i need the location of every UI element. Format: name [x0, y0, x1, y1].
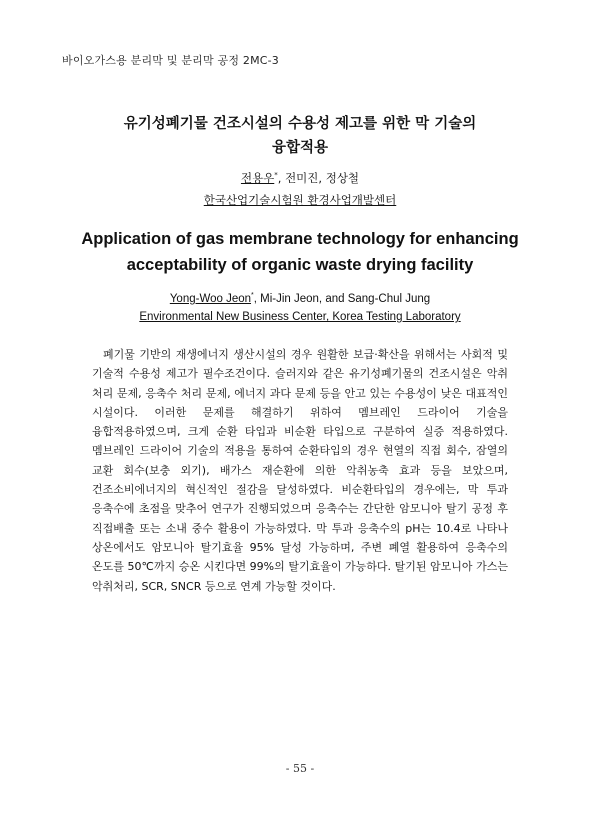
english-coauthors: , Mi-Jin Jeon, and Sang-Chul Jung [253, 293, 431, 305]
english-presenter-mark: * [251, 292, 254, 300]
english-title-line-1: Application of gas membrane technology for enhancing [81, 230, 519, 248]
english-affiliation: Environmental New Business Center, Korea Testing Laboratory [139, 311, 461, 323]
english-presenter: Yong-Woo Jeon [169, 293, 252, 305]
abstract-text: 폐기물 기반의 재생에너지 생산시설의 경우 원활한 보급·확산을 위해서는 사회적 및 기술적 수용성 제고가 필수조건이다. 슬러지와 같은 유기성폐기물의 건조시설은 악취 처리 문제, 응축수 처리 문제, 에너지 과다 문제 등을 안고 있는 수용성이 낮은 대표적인 시설이다. 이러한 문제를 해결하기 위하여 멤브레인 드라이어 기술을 융합적용하였으며, 크게 순환 타입과 비순환 타입으로 구분하여 실증 적용하였다. 멤브레인 드라이어 기술의 적용을 통하여 순환타입의 경우 현열의 직접 회수, 잠열의 교환 회수(보충 외기), 배가스 재순환에 의한 악취농축 효과 등을 보았으며, 건조소비에너지의 혁신적인 절감을 달성하였다. 비순환타입의 경우에는, 막 투과 응축수에 초점을 맞추어 연구가 진행되었으며 응축수는 간단한 암모니아 탈기 공정 후 직접배출 또는 소내 중수 활용이 가능하였다. 막 투과 응축수의 pH는 10.4로 나타나 상온에서도 암모니아 탈기효율 95% 달성 가능하며, 주변 폐열 활용하여 응축수의 온도를 50℃까지 승온 시킨다면 99%의 탈기효율이 가능하다. 탈기된 암모니아 가스는 악취처리, SCR, SNCR 등으로 연계 가능할 것이다. [92, 348, 508, 593]
korean-affiliation: 한국산업기술시험원 환경사업개발센터 [203, 193, 397, 207]
korean-title [60, 112, 540, 160]
korean-title-line-1: 유기성폐기물 건조시설의 수용성 제고를 위한 막 기술의 [123, 116, 477, 132]
korean-coauthors: , 전미진, 정상철 [277, 171, 360, 185]
korean-authors [60, 170, 540, 186]
english-title-line-2: acceptability of organic waste drying facility [126, 256, 474, 274]
english-title [40, 226, 560, 278]
korean-presenter: 전용우 [240, 171, 275, 185]
page-number: - 55 - [285, 762, 315, 775]
korean-presenter-mark: * [274, 171, 278, 180]
session-header: 바이오가스용 분리막 및 분리막 공정 2MC-3 [62, 54, 280, 67]
english-authors [40, 293, 560, 305]
korean-title-line-2: 융합적용 [271, 140, 329, 156]
